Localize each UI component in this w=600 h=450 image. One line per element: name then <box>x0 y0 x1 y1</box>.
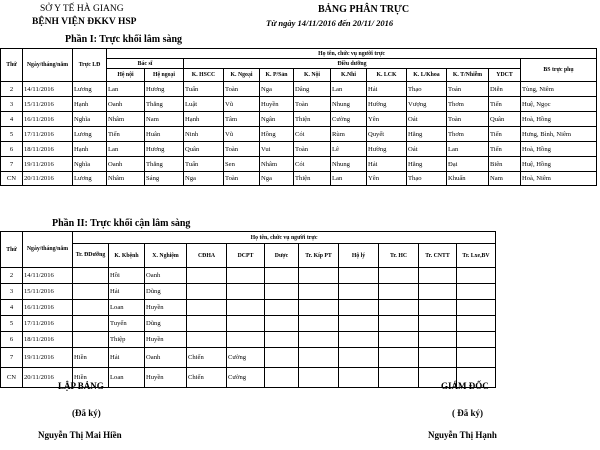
col-he-ngoai: Hệ ngoại <box>145 69 184 82</box>
table-cell: 15/11/2016 <box>23 97 73 112</box>
table-cell: 20/11/2016 <box>23 172 73 186</box>
col-tr-kip-pt: Tr. Kíp PT <box>299 244 339 268</box>
preparer-name: Nguyễn Thị Mai Hiền <box>38 430 122 440</box>
table-cell <box>379 348 419 368</box>
table-cell <box>187 284 227 300</box>
table-cell: Chiến <box>187 368 227 388</box>
table-cell <box>265 300 299 316</box>
table-cell: 19/11/2016 <box>23 157 73 172</box>
table-paraclinical <box>0 231 496 388</box>
table-cell: Hải <box>109 348 145 368</box>
table-cell: Toàn <box>224 142 260 157</box>
table-cell: Tâm <box>224 112 260 127</box>
col-duoc: Dược <box>265 244 299 268</box>
table-cell: Quân <box>184 142 224 157</box>
table-cell: Huệ, Hồng <box>521 157 597 172</box>
table-cell: Huệ, Ngọc <box>521 97 597 112</box>
table-cell <box>339 348 379 368</box>
table-row <box>1 112 597 127</box>
header-persons: Họ tên, chức vụ người trực <box>107 49 597 59</box>
table-cell: Biên <box>489 157 521 172</box>
table-cell: 16/11/2016 <box>23 112 73 127</box>
table-cell: 20/11/2016 <box>23 368 73 388</box>
table-cell: Toàn <box>294 97 331 112</box>
table-cell: 16/11/2016 <box>23 300 73 316</box>
table-cell: Oát <box>407 142 447 157</box>
table-cell: Lan <box>447 142 489 157</box>
table-cell: Dũng <box>145 284 187 300</box>
table-cell: Nam <box>489 172 521 186</box>
table-cell: Tiến <box>489 142 521 157</box>
table-cell: Cường <box>227 368 265 388</box>
table-cell: Khuấn <box>447 172 489 186</box>
table-cell: Hoà, Hồng <box>521 112 597 127</box>
hospital-name: BỆNH VIỆN ĐKKV HSP <box>32 17 137 27</box>
table-cell: Huyền <box>145 332 187 348</box>
table-cell: Huân <box>145 127 184 142</box>
table-cell: 18/11/2016 <box>23 332 73 348</box>
col-tr-lxe: Tr. Lxe,BV <box>457 244 496 268</box>
table-cell: 17/11/2016 <box>23 316 73 332</box>
col-thu: Thứ <box>1 49 23 82</box>
table-cell: 17/11/2016 <box>23 127 73 142</box>
table-cell: Chiến <box>187 348 227 368</box>
table-row <box>1 82 597 97</box>
table-cell: Loan <box>109 300 145 316</box>
table-cell: Nga <box>260 82 294 97</box>
table-cell: Tùng, Niêm <box>521 82 597 97</box>
director-signed: ( Đã ký) <box>452 408 483 418</box>
table-cell: Sáng <box>145 172 184 186</box>
table-cell: 15/11/2016 <box>23 284 73 300</box>
table-cell <box>299 284 339 300</box>
table-cell <box>73 300 109 316</box>
table-cell: Hạnh <box>73 97 107 112</box>
table-cell: Diễn <box>489 82 521 97</box>
table-cell: Thiện <box>294 112 331 127</box>
col-truc-ld: Trực LĐ <box>73 49 107 82</box>
table-row <box>1 97 597 112</box>
table-cell: Nhâm <box>107 112 145 127</box>
table-cell <box>339 316 379 332</box>
table-cell: Vượng <box>407 97 447 112</box>
table-cell: 18/11/2016 <box>23 142 73 157</box>
table-cell: Tiến <box>489 97 521 112</box>
table-cell: Tuấn <box>184 157 224 172</box>
table-cell: Thiệp <box>109 332 145 348</box>
table-cell: Loan <box>109 368 145 388</box>
table-cell: Lương <box>73 127 107 142</box>
table-cell <box>265 316 299 332</box>
table-cell: Vũ <box>224 97 260 112</box>
table-cell <box>227 332 265 348</box>
table-cell <box>379 284 419 300</box>
table-cell: 3 <box>1 97 23 112</box>
table-cell: CN <box>1 368 23 388</box>
table-cell <box>379 300 419 316</box>
col-bs-truc-phu: BS trực phụ <box>521 59 597 82</box>
section2-title: Phần II: Trực khối cận lâm sàng <box>52 218 191 229</box>
table-cell <box>265 284 299 300</box>
table-cell: Lan <box>107 142 145 157</box>
table-cell <box>339 300 379 316</box>
table-cell: Lan <box>331 172 367 186</box>
header-bacsi: Bác sĩ <box>107 59 184 69</box>
col-k-lck: K. LCK <box>367 69 407 82</box>
table-row <box>1 348 496 368</box>
table-cell: Thạo <box>407 82 447 97</box>
table-cell: Nga <box>260 172 294 186</box>
table-cell: Nghĩa <box>73 112 107 127</box>
date-range: Từ ngày 14/11/2016 đến 20/11/ 2016 <box>266 18 394 28</box>
table-cell: Tuấn <box>184 82 224 97</box>
table-cell: 14/11/2016 <box>23 82 73 97</box>
table-cell <box>339 368 379 388</box>
section1-title: Phần I: Trực khối lâm sàng <box>65 34 183 45</box>
table-cell <box>457 284 496 300</box>
table-cell: Lương <box>73 172 107 186</box>
table-cell: Hương <box>145 82 184 97</box>
table-cell: Nhâm <box>260 157 294 172</box>
table-cell: CN <box>1 172 23 186</box>
table-cell <box>299 300 339 316</box>
preparer-title: LẬP BẢNG <box>58 381 104 391</box>
col-tr-dduong: Tr. ĐDưỡng <box>73 244 109 268</box>
table-cell <box>457 316 496 332</box>
table-cell: Thiện <box>294 172 331 186</box>
table-cell: Quyết <box>367 127 407 142</box>
table-cell: Huyền <box>145 300 187 316</box>
table-cell <box>419 348 457 368</box>
table-cell <box>419 332 457 348</box>
col-ho-ly: Hộ lý <box>339 244 379 268</box>
table-cell <box>73 284 109 300</box>
table-cell: Lan <box>331 82 367 97</box>
table-cell: 2 <box>1 268 23 284</box>
col-date: Ngày/tháng/năm <box>23 232 73 268</box>
table-cell <box>227 300 265 316</box>
table-cell: Hương <box>145 142 184 157</box>
col-cdha: CĐHA <box>187 244 227 268</box>
header-dieuduong: Điều dưỡng <box>184 59 521 69</box>
table-cell: Hạnh <box>73 142 107 157</box>
table-cell: Toàn <box>224 82 260 97</box>
table-cell: Dâng <box>294 82 331 97</box>
table-cell <box>457 348 496 368</box>
table-cell: Hường <box>367 142 407 157</box>
table-cell: Sen <box>224 157 260 172</box>
table-cell: Nhâm <box>107 172 145 186</box>
table-cell: 14/11/2016 <box>23 268 73 284</box>
table-row <box>1 268 496 284</box>
table-cell <box>419 284 457 300</box>
col-k-noi: K. Nội <box>294 69 331 82</box>
table-cell: Huyền <box>260 97 294 112</box>
table-cell: Vũ <box>224 127 260 142</box>
table-cell <box>419 316 457 332</box>
table-cell: Toán <box>447 82 489 97</box>
table-cell <box>187 316 227 332</box>
table-cell: Lương <box>73 82 107 97</box>
table-cell: 3 <box>1 284 23 300</box>
table-cell <box>299 332 339 348</box>
table-cell: Tiến <box>107 127 145 142</box>
table-cell: Hải <box>367 82 407 97</box>
table-cell: Oanh <box>145 268 187 284</box>
table-cell: 2 <box>1 82 23 97</box>
org-name: SỞ Y TẾ HÀ GIANG <box>40 4 124 14</box>
director-title: GIÁM ĐỐC <box>441 381 489 391</box>
col-dcpt: DCPT <box>227 244 265 268</box>
table-cell: 19/11/2016 <box>23 348 73 368</box>
table-cell: Đại <box>447 157 489 172</box>
director-name: Nguyễn Thị Hạnh <box>428 430 497 440</box>
table-cell: Hạnh <box>184 112 224 127</box>
table-cell: Toàn <box>224 172 260 186</box>
table-cell: 7 <box>1 348 23 368</box>
col-he-noi: Hệ nội <box>107 69 145 82</box>
table-cell <box>419 300 457 316</box>
col-k-lkhoa: K. L/Khoa <box>407 69 447 82</box>
table-cell <box>339 332 379 348</box>
table-cell: Lê <box>331 142 367 157</box>
table-cell <box>227 316 265 332</box>
table-cell: Huyền <box>145 368 187 388</box>
table-cell: Tuyến <box>109 316 145 332</box>
table-cell <box>379 268 419 284</box>
table-cell: Yên <box>367 172 407 186</box>
table-cell <box>299 368 339 388</box>
table-cell: Oanh <box>107 97 145 112</box>
table-cell: 5 <box>1 127 23 142</box>
table-cell <box>339 268 379 284</box>
table-cell: Nam <box>145 112 184 127</box>
table-cell: Hiền <box>73 368 109 388</box>
table-cell: Hải <box>109 284 145 300</box>
table-row <box>1 284 496 300</box>
col-date: Ngày/tháng/năm <box>23 49 73 82</box>
table-cell: Toàn <box>294 142 331 157</box>
table-cell <box>299 316 339 332</box>
table-row <box>1 316 496 332</box>
table-cell <box>379 316 419 332</box>
table-cell: Nga <box>184 172 224 186</box>
table-cell: 5 <box>1 316 23 332</box>
table-cell: Dũng <box>145 316 187 332</box>
table-cell: Thơm <box>447 97 489 112</box>
table-cell: Hồi <box>109 268 145 284</box>
table-cell: 6 <box>1 332 23 348</box>
col-k-ngoai: K. Ngoại <box>224 69 260 82</box>
table-cell <box>265 332 299 348</box>
table-cell: Hằng <box>407 127 447 142</box>
table-cell <box>73 268 109 284</box>
table-cell: Hưng, Bình, Niêm <box>521 127 597 142</box>
table-cell <box>457 268 496 284</box>
table-cell <box>187 268 227 284</box>
table-row <box>1 332 496 348</box>
col-k-hscc: K. HSCC <box>184 69 224 82</box>
table-cell <box>299 268 339 284</box>
table-cell: Nhung <box>331 157 367 172</box>
table-cell: Oanh <box>107 157 145 172</box>
table-cell: 4 <box>1 112 23 127</box>
table-cell: Hồng <box>260 127 294 142</box>
table-cell <box>339 284 379 300</box>
table-cell: Ninh <box>184 127 224 142</box>
table-cell: Thắng <box>145 157 184 172</box>
table-cell: Hường <box>367 97 407 112</box>
table-cell <box>187 300 227 316</box>
table-cell: 4 <box>1 300 23 316</box>
col-thu: Thứ <box>1 232 23 268</box>
col-x-nghiem: X. Nghiệm <box>145 244 187 268</box>
table-cell: Cường <box>227 348 265 368</box>
table-cell: Rùm <box>331 127 367 142</box>
table-cell <box>73 332 109 348</box>
table-cell: Hoà, Hồng <box>521 142 597 157</box>
table-cell <box>187 332 227 348</box>
table-row <box>1 172 597 186</box>
table-cell: Hải <box>367 157 407 172</box>
table-cell <box>379 332 419 348</box>
col-k-kbenh: K. Kbệnh <box>109 244 145 268</box>
table-cell: Toàn <box>447 112 489 127</box>
table-cell: Oát <box>407 112 447 127</box>
table-cell <box>299 348 339 368</box>
table-cell: Luật <box>184 97 224 112</box>
table-cell: Hiền <box>73 348 109 368</box>
table-cell: Lan <box>107 82 145 97</box>
col-ydct: YDCT <box>489 69 521 82</box>
col-tr-cntt: Tr. CNTT <box>419 244 457 268</box>
table-cell: Quân <box>489 112 521 127</box>
table-cell <box>73 316 109 332</box>
table-cell <box>457 300 496 316</box>
table-cell <box>419 268 457 284</box>
table-cell <box>227 268 265 284</box>
table-cell: Ngân <box>260 112 294 127</box>
table-clinical <box>0 48 597 186</box>
table-row <box>1 127 597 142</box>
table-cell: Cường <box>331 112 367 127</box>
table-row <box>1 300 496 316</box>
table-cell <box>379 368 419 388</box>
table-cell: 7 <box>1 157 23 172</box>
table-cell: Thạo <box>407 172 447 186</box>
header-persons: Họ tên, chức vụ người trực <box>73 232 496 244</box>
table-cell: Oanh <box>145 348 187 368</box>
table-cell: Tiến <box>489 127 521 142</box>
table-cell <box>265 268 299 284</box>
table-cell <box>457 332 496 348</box>
col-k-psan: K. P/Sản <box>260 69 294 82</box>
table-cell: 6 <box>1 142 23 157</box>
table-cell: Cói <box>294 157 331 172</box>
col-tr-hc: Tr. HC <box>379 244 419 268</box>
table-cell: Thắng <box>145 97 184 112</box>
table-cell: Vui <box>260 142 294 157</box>
col-k-nhi: K.Nhi <box>331 69 367 82</box>
table-cell: Cói <box>294 127 331 142</box>
table-cell <box>227 284 265 300</box>
table-row <box>1 157 597 172</box>
table-cell: Hoà, Niêm <box>521 172 597 186</box>
table-cell: Nhung <box>331 97 367 112</box>
table-cell <box>265 348 299 368</box>
table-cell <box>265 368 299 388</box>
table-cell: Nghĩa <box>73 157 107 172</box>
table-cell: Thơm <box>447 127 489 142</box>
table-row <box>1 142 597 157</box>
preparer-signed: (Đã ký) <box>72 408 101 418</box>
col-k-tnhiem: K. T/Nhiễm <box>447 69 489 82</box>
table-cell: Hằng <box>407 157 447 172</box>
table-cell: Yên <box>367 112 407 127</box>
document-title: BẢNG PHÂN TRỰC <box>318 4 410 15</box>
